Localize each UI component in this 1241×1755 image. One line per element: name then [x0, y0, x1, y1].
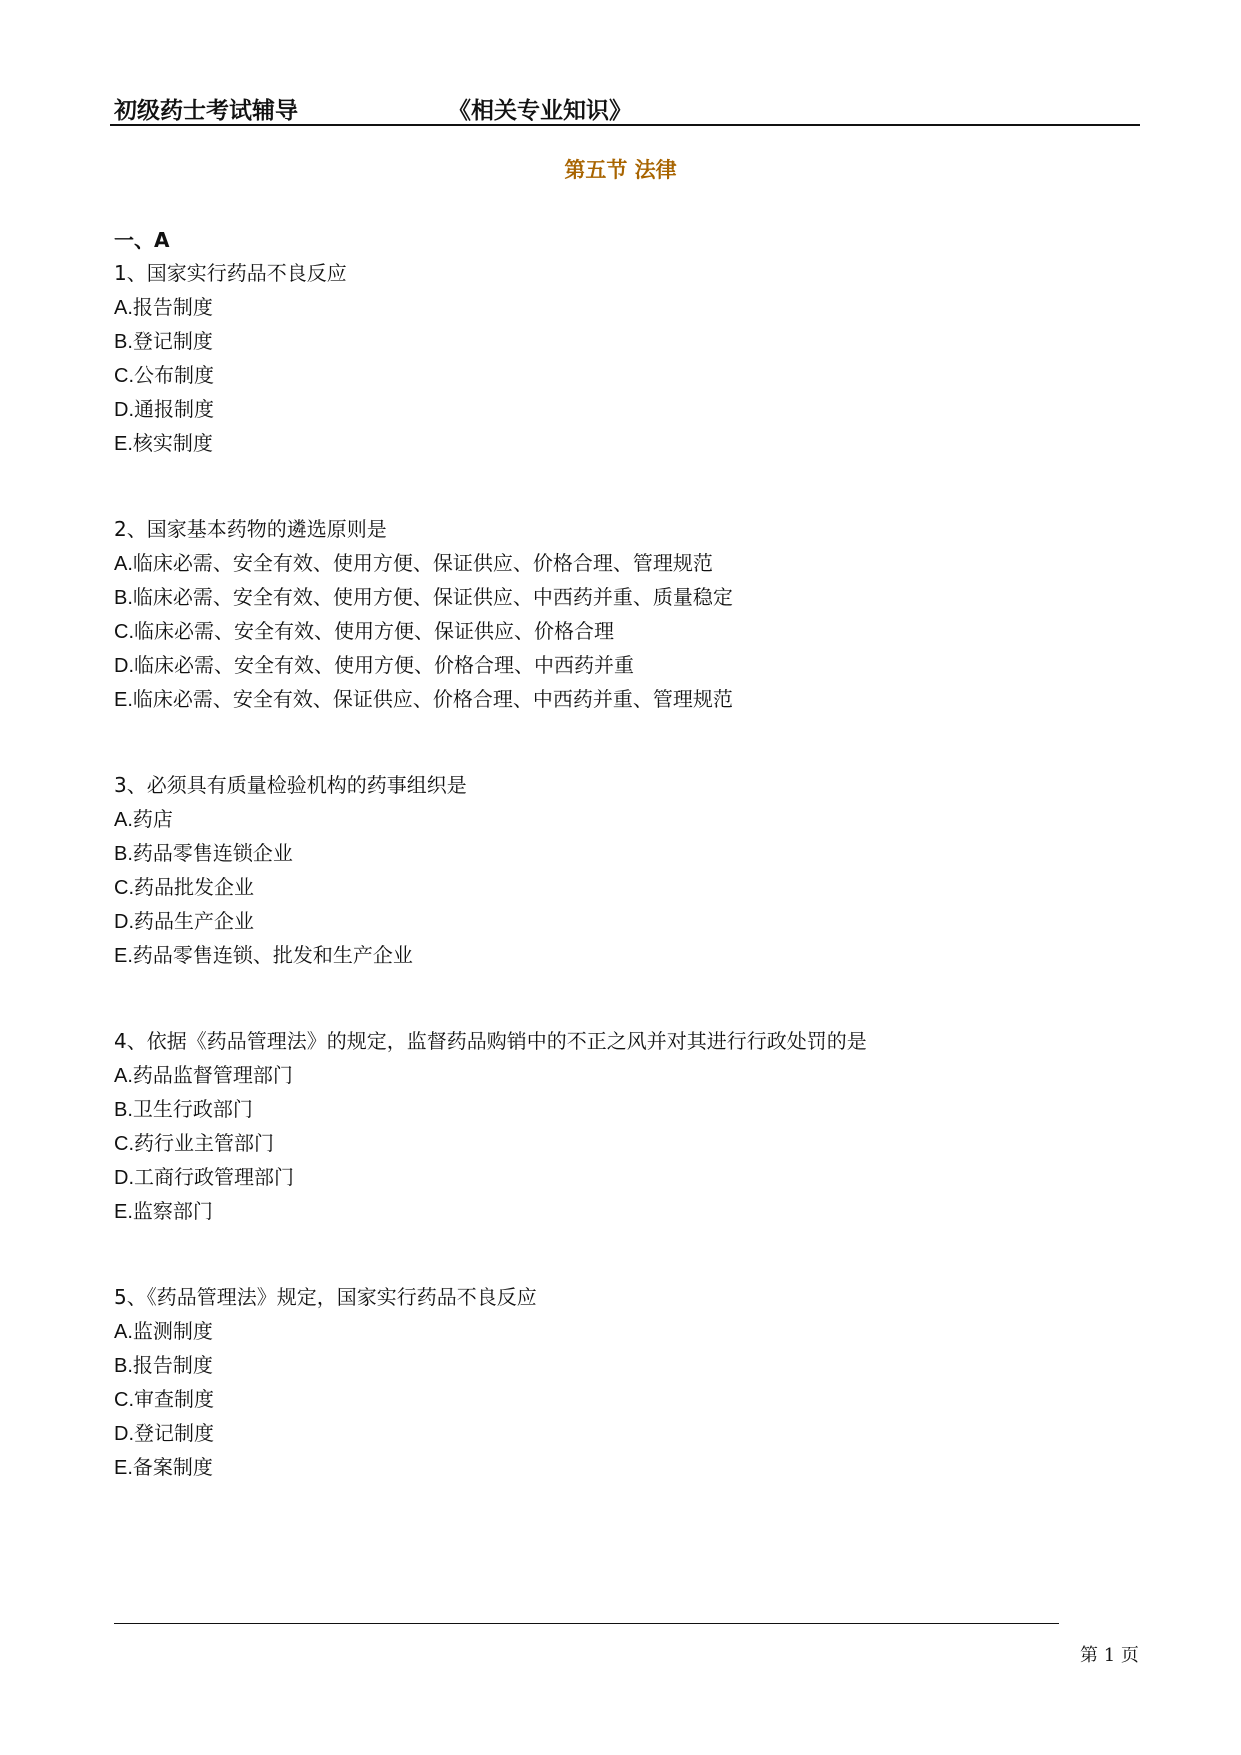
question-4	[114, 1024, 1134, 1228]
option-letter: C.	[114, 1389, 134, 1411]
option-letter: A.	[114, 553, 133, 575]
option-letter: A.	[114, 297, 133, 319]
option-text: 临床必需、安全有效、使用方便、保证供应、价格合理、管理规范	[132, 551, 713, 575]
option-letter: C.	[114, 621, 134, 643]
question-stem: 2、国家基本药物的遴选原则是	[114, 517, 387, 541]
option-text: 审查制度	[134, 1387, 214, 1411]
option-a	[114, 802, 1134, 836]
question-stem: 5、《药品管理法》规定，国家实行药品不良反应	[114, 1285, 537, 1309]
option-a	[114, 546, 1134, 580]
option-a	[114, 1314, 1134, 1348]
option-letter: E.	[114, 945, 133, 967]
option-d	[114, 648, 1134, 682]
option-d	[114, 392, 1134, 426]
option-text: 药店	[132, 807, 173, 831]
option-letter: B.	[114, 331, 133, 353]
option-letter: C.	[114, 365, 134, 387]
question-5	[114, 1280, 1134, 1484]
option-text: 监察部门	[132, 1199, 213, 1223]
option-text: 通报制度	[134, 397, 214, 421]
option-text: 登记制度	[132, 329, 213, 353]
option-text: 药行业主管部门	[134, 1131, 274, 1155]
question-stem: 1、国家实行药品不良反应	[114, 261, 347, 285]
option-e	[114, 938, 1134, 972]
option-e	[114, 1194, 1134, 1228]
question-2	[114, 512, 1134, 716]
option-c	[114, 1126, 1134, 1160]
option-b	[114, 580, 1134, 614]
option-text: 药品监督管理部门	[132, 1063, 293, 1087]
option-text: 临床必需、安全有效、使用方便、保证供应、中西药并重、质量稳定	[132, 585, 733, 609]
option-text: 监测制度	[132, 1319, 213, 1343]
option-a	[114, 290, 1134, 324]
option-b	[114, 1348, 1134, 1382]
option-e	[114, 1450, 1134, 1484]
option-letter: E.	[114, 1457, 133, 1479]
option-letter: B.	[114, 587, 133, 609]
option-letter: A.	[114, 1065, 133, 1087]
option-letter: D.	[114, 911, 134, 933]
option-b	[114, 836, 1134, 870]
option-letter: E.	[114, 1201, 133, 1223]
option-letter: C.	[114, 1133, 134, 1155]
footer-divider	[114, 1623, 1059, 1624]
question-list	[114, 256, 1134, 1536]
option-text: 临床必需、安全有效、使用方便、价格合理、中西药并重	[134, 653, 634, 677]
option-text: 报告制度	[132, 295, 213, 319]
option-b	[114, 1092, 1134, 1126]
option-text: 药品零售连锁企业	[132, 841, 293, 865]
option-letter: B.	[114, 1099, 133, 1121]
option-text: 工商行政管理部门	[134, 1165, 294, 1189]
option-letter: D.	[114, 655, 134, 677]
option-letter: A.	[114, 809, 133, 831]
option-letter: D.	[114, 1167, 134, 1189]
option-d	[114, 1416, 1134, 1450]
option-letter: B.	[114, 1355, 133, 1377]
option-c	[114, 870, 1134, 904]
option-e	[114, 682, 1134, 716]
question-stem: 4、依据《药品管理法》的规定，监督药品购销中的不正之风并对其进行行政处罚的是	[114, 1029, 867, 1053]
option-text: 公布制度	[134, 363, 214, 387]
option-text: 药品生产企业	[134, 909, 254, 933]
section-title: 第五节 法律	[564, 158, 677, 182]
option-c	[114, 358, 1134, 392]
option-text: 药品零售连锁、批发和生产企业	[132, 943, 413, 967]
option-text: 卫生行政部门	[132, 1097, 253, 1121]
option-text: 药品批发企业	[134, 875, 254, 899]
option-d	[114, 1160, 1134, 1194]
option-d	[114, 904, 1134, 938]
option-letter: B.	[114, 843, 133, 865]
question-3	[114, 768, 1134, 972]
option-text: 备案制度	[132, 1455, 213, 1479]
header-course-title: 初级药士考试辅导	[114, 98, 298, 124]
option-letter: A.	[114, 1321, 133, 1343]
option-text: 临床必需、安全有效、保证供应、价格合理、中西药并重、管理规范	[132, 687, 733, 711]
option-c	[114, 614, 1134, 648]
option-text: 核实制度	[132, 431, 213, 455]
option-text: 临床必需、安全有效、使用方便、保证供应、价格合理	[134, 619, 614, 643]
option-letter: D.	[114, 399, 134, 421]
question-1	[114, 256, 1134, 460]
option-a	[114, 1058, 1134, 1092]
option-b	[114, 324, 1134, 358]
page-header	[110, 88, 1140, 126]
question-stem: 3、必须具有质量检验机构的药事组织是	[114, 773, 467, 797]
header-subject-title: 《相关专业知识》	[448, 98, 632, 124]
option-text: 报告制度	[132, 1353, 213, 1377]
part-label: 一、A	[114, 228, 170, 252]
option-letter: D.	[114, 1423, 134, 1445]
option-letter: E.	[114, 433, 133, 455]
option-text: 登记制度	[134, 1421, 214, 1445]
option-letter: C.	[114, 877, 134, 899]
option-c	[114, 1382, 1134, 1416]
option-letter: E.	[114, 689, 133, 711]
option-e	[114, 426, 1134, 460]
page-number: 第 1 页	[1080, 1645, 1139, 1666]
